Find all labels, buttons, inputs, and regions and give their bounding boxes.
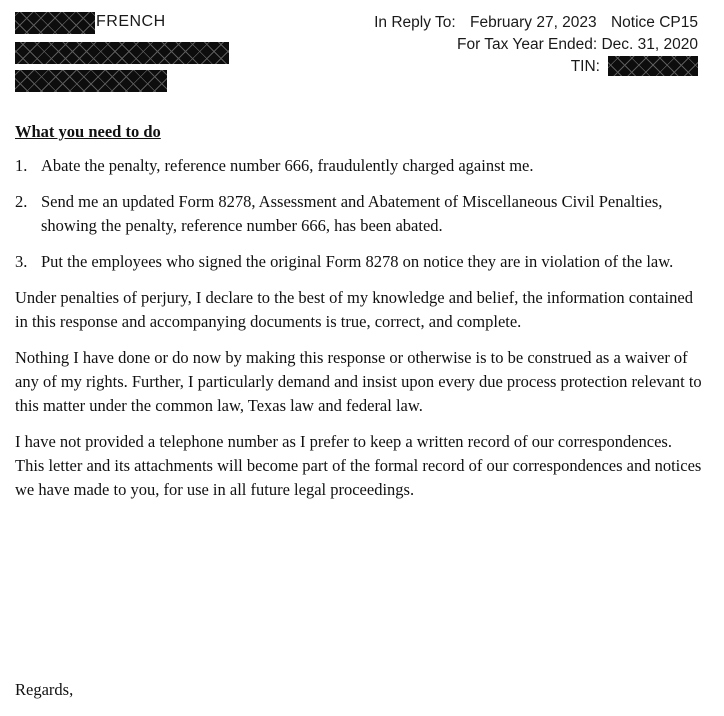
list-item xyxy=(15,250,705,274)
notice-number: Notice CP15 xyxy=(610,14,698,31)
reply-label: In Reply To: xyxy=(374,14,456,31)
tin-label: TIN: xyxy=(570,58,600,75)
redacted-sender-address-line-1 xyxy=(15,42,229,64)
section-heading: What you need to do xyxy=(15,122,161,141)
reply-date: February 27, 2023 xyxy=(470,14,597,31)
perjury-declaration: Under penalties of perjury, I declare to the best of my knowledge and belief, the information contained in this response and accompanying documents is true, correct, and complete. xyxy=(15,288,693,331)
list-item-number: 3. xyxy=(15,252,28,271)
reference-block xyxy=(374,12,698,78)
closing: Regards, xyxy=(15,680,74,699)
redacted-sender-name xyxy=(15,12,95,34)
list-item xyxy=(15,190,705,238)
reply-line xyxy=(374,12,698,34)
redacted-tin xyxy=(608,56,698,76)
action-list xyxy=(15,154,705,274)
list-item-number: 2. xyxy=(15,192,28,211)
written-record-notice: I have not provided a telephone number as I prefer to keep a written record of our correspondences. This letter and its attachments will become part of the formal record of our correspondences and notices we have made to you, for use in all future legal proceedings. xyxy=(15,432,702,499)
tax-year-line: For Tax Year Ended: Dec. 31, 2020 xyxy=(457,36,698,53)
redacted-sender-address-line-2 xyxy=(15,70,167,92)
letter-body xyxy=(15,120,705,514)
list-item xyxy=(15,154,705,178)
sender-name-suffix: FRENCH xyxy=(96,13,166,30)
tin-line xyxy=(374,56,698,78)
rights-reservation: Nothing I have done or do now by making this response or otherwise is to be construed as a waiver of any of my rights. Further, I particularly demand and insist upon every due process protection relevant to this matter under the common law, Texas law and federal law. xyxy=(15,348,702,415)
list-item-text: Put the employees who signed the original Form 8278 on notice they are in violation of the law. xyxy=(41,252,674,271)
list-item-number: 1. xyxy=(15,156,28,175)
list-item-text: Abate the penalty, reference number 666, fraudulently charged against me. xyxy=(41,156,534,175)
list-item-text: Send me an updated Form 8278, Assessment and Abatement of Miscellaneous Civil Penalties, showing the penalty, reference number 666, has been abated. xyxy=(41,192,663,235)
